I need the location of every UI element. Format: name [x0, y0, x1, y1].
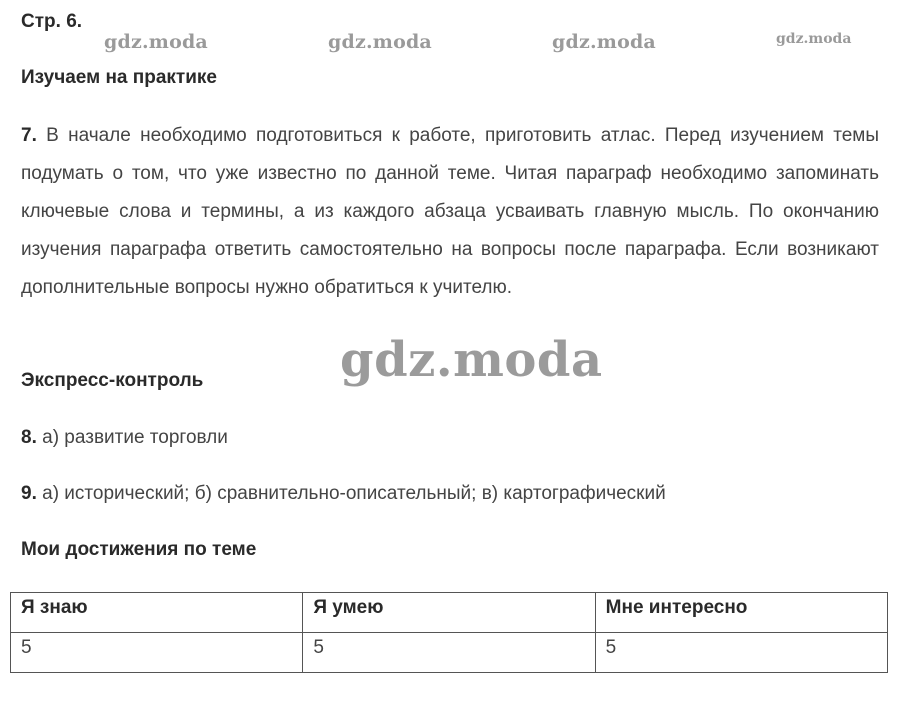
achievements-heading: Мои достижения по теме: [21, 539, 257, 560]
answer-9-number: 9.: [21, 483, 37, 504]
answer-9: [21, 483, 666, 505]
column-header-interesting: Мне интересно: [595, 593, 887, 633]
cell-know-value: 5: [11, 633, 303, 673]
watermark-2: gdz.moda: [328, 31, 432, 53]
answer-8: [21, 427, 228, 449]
task-7-paragraph: [21, 117, 879, 307]
table-row: [11, 633, 888, 673]
achievements-table: [10, 592, 888, 673]
column-header-can: Я умею: [303, 593, 595, 633]
task-7-number: 7.: [21, 125, 37, 146]
watermark-big: gdz.moda: [340, 332, 603, 388]
task-7-text: В начале необходимо подготовиться к работе, приготовить атлас. Перед изучением темы подумать о том, что уже известно по данной теме. Читая параграф необходимо запоминать ключевые слова и термины, а из каждого абзаца усваивать главную мысль. По окончанию изучения параграфа ответить самостоятельно на вопросы после параграфа. Если возникают дополнительные вопросы нужно обратиться к учителю.: [21, 125, 880, 298]
column-header-know: Я знаю: [11, 593, 303, 633]
answer-9-text: а) исторический; б) сравнительно-описательный; в) картографический: [36, 483, 666, 504]
table-header-row: [11, 593, 888, 633]
practice-heading: Изучаем на практике: [21, 67, 217, 88]
watermark-1: gdz.moda: [104, 31, 208, 53]
watermark-4: gdz.moda: [776, 31, 852, 47]
express-heading: Экспресс-контроль: [21, 370, 204, 391]
watermark-3: gdz.moda: [552, 31, 656, 53]
cell-can-value: 5: [303, 633, 595, 673]
answer-8-number: 8.: [21, 427, 37, 448]
cell-interesting-value: 5: [595, 633, 887, 673]
answer-8-text: а) развитие торговли: [36, 427, 228, 448]
page-label: Стр. 6.: [21, 11, 83, 32]
